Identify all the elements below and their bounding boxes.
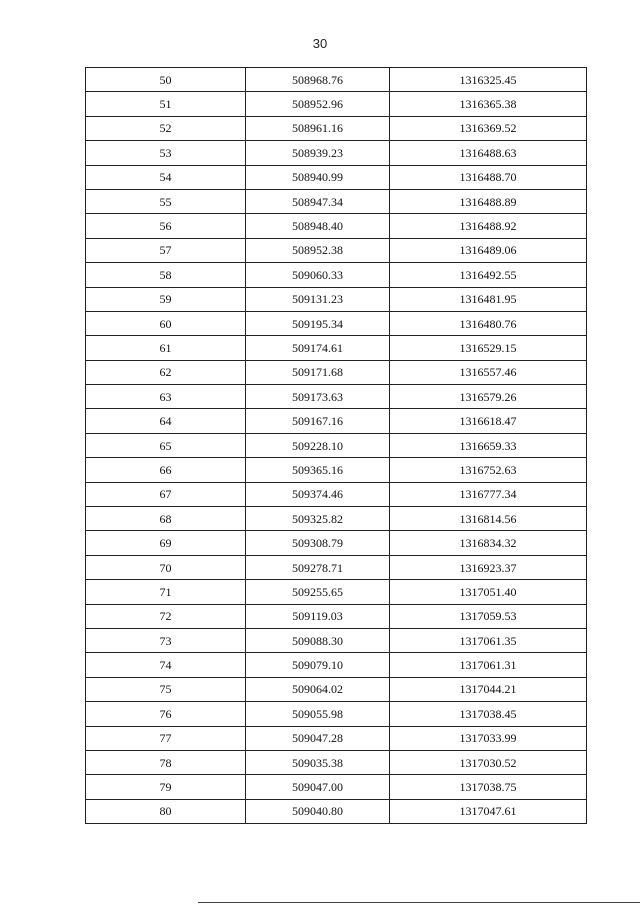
x-coordinate-cell: 509055.98 [246,702,390,726]
x-coordinate-cell: 509040.80 [246,799,390,823]
x-coordinate-cell: 509060.33 [246,263,390,287]
x-coordinate-cell: 509119.03 [246,604,390,628]
point-number-cell: 50 [86,68,246,92]
y-coordinate-cell: 1317061.31 [390,653,587,677]
point-number-cell: 74 [86,653,246,677]
coordinate-table [85,67,587,824]
x-coordinate-cell: 508952.38 [246,238,390,262]
x-coordinate-cell: 509047.28 [246,726,390,750]
table-row [86,799,587,823]
x-coordinate-cell: 509195.34 [246,311,390,335]
x-coordinate-cell: 509064.02 [246,677,390,701]
point-number-cell: 52 [86,116,246,140]
table-row [86,628,587,652]
x-coordinate-cell: 508939.23 [246,141,390,165]
y-coordinate-cell: 1317030.52 [390,750,587,774]
point-number-cell: 72 [86,604,246,628]
table-row [86,653,587,677]
point-number-cell: 62 [86,360,246,384]
point-number-cell: 68 [86,507,246,531]
y-coordinate-cell: 1316814.56 [390,507,587,531]
x-coordinate-cell: 509255.65 [246,580,390,604]
table-row [86,555,587,579]
x-coordinate-cell: 509047.00 [246,775,390,799]
table-row [86,482,587,506]
x-coordinate-cell: 509325.82 [246,507,390,531]
point-number-cell: 80 [86,799,246,823]
point-number-cell: 67 [86,482,246,506]
x-coordinate-cell: 509131.23 [246,287,390,311]
y-coordinate-cell: 1316529.15 [390,336,587,360]
table-row [86,311,587,335]
table-row [86,141,587,165]
y-coordinate-cell: 1317059.53 [390,604,587,628]
table-row [86,214,587,238]
x-coordinate-cell: 508961.16 [246,116,390,140]
point-number-cell: 69 [86,531,246,555]
table-row [86,531,587,555]
y-coordinate-cell: 1316488.63 [390,141,587,165]
x-coordinate-cell: 509365.16 [246,458,390,482]
point-number-cell: 54 [86,165,246,189]
point-number-cell: 53 [86,141,246,165]
point-number-cell: 75 [86,677,246,701]
table-row [86,750,587,774]
y-coordinate-cell: 1316480.76 [390,311,587,335]
y-coordinate-cell: 1316579.26 [390,385,587,409]
point-number-cell: 55 [86,189,246,213]
table-row [86,92,587,116]
table-row [86,360,587,384]
table-row [86,409,587,433]
x-coordinate-cell: 509035.38 [246,750,390,774]
x-coordinate-cell: 508952.96 [246,92,390,116]
table-row [86,580,587,604]
y-coordinate-cell: 1316659.33 [390,433,587,457]
point-number-cell: 58 [86,263,246,287]
point-number-cell: 56 [86,214,246,238]
y-coordinate-cell: 1316777.34 [390,482,587,506]
table-row [86,433,587,457]
point-number-cell: 73 [86,628,246,652]
table-row [86,165,587,189]
y-coordinate-cell: 1316325.45 [390,68,587,92]
point-number-cell: 70 [86,555,246,579]
x-coordinate-cell: 509374.46 [246,482,390,506]
y-coordinate-cell: 1316834.32 [390,531,587,555]
table-row [86,189,587,213]
table-row [86,116,587,140]
y-coordinate-cell: 1317047.61 [390,799,587,823]
point-number-cell: 76 [86,702,246,726]
y-coordinate-cell: 1316488.70 [390,165,587,189]
y-coordinate-cell: 1316365.38 [390,92,587,116]
y-coordinate-cell: 1316492.55 [390,263,587,287]
point-number-cell: 79 [86,775,246,799]
table-row [86,458,587,482]
y-coordinate-cell: 1317038.45 [390,702,587,726]
y-coordinate-cell: 1316618.47 [390,409,587,433]
table-row [86,775,587,799]
table-row [86,604,587,628]
y-coordinate-cell: 1316557.46 [390,360,587,384]
point-number-cell: 60 [86,311,246,335]
y-coordinate-cell: 1316489.06 [390,238,587,262]
x-coordinate-cell: 508948.40 [246,214,390,238]
table-row [86,263,587,287]
table-row [86,336,587,360]
x-coordinate-cell: 509167.16 [246,409,390,433]
coordinate-table-body [86,68,587,824]
x-coordinate-cell: 509171.68 [246,360,390,384]
table-row [86,68,587,92]
point-number-cell: 57 [86,238,246,262]
x-coordinate-cell: 509278.71 [246,555,390,579]
point-number-cell: 77 [86,726,246,750]
table-row [86,677,587,701]
point-number-cell: 66 [86,458,246,482]
point-number-cell: 71 [86,580,246,604]
point-number-cell: 64 [86,409,246,433]
x-coordinate-cell: 509079.10 [246,653,390,677]
point-number-cell: 51 [86,92,246,116]
y-coordinate-cell: 1317033.99 [390,726,587,750]
y-coordinate-cell: 1316752.63 [390,458,587,482]
x-coordinate-cell: 509228.10 [246,433,390,457]
point-number-cell: 65 [86,433,246,457]
x-coordinate-cell: 508968.76 [246,68,390,92]
point-number-cell: 59 [86,287,246,311]
x-coordinate-cell: 509088.30 [246,628,390,652]
x-coordinate-cell: 508947.34 [246,189,390,213]
y-coordinate-cell: 1316488.89 [390,189,587,213]
table-row [86,726,587,750]
point-number-cell: 63 [86,385,246,409]
y-coordinate-cell: 1317051.40 [390,580,587,604]
x-coordinate-cell: 509174.61 [246,336,390,360]
point-number-cell: 61 [86,336,246,360]
y-coordinate-cell: 1317061.35 [390,628,587,652]
y-coordinate-cell: 1317038.75 [390,775,587,799]
y-coordinate-cell: 1316923.37 [390,555,587,579]
y-coordinate-cell: 1316481.95 [390,287,587,311]
x-coordinate-cell: 509308.79 [246,531,390,555]
page-bottom-edge [198,902,640,903]
table-row [86,702,587,726]
table-row [86,385,587,409]
table-row [86,287,587,311]
y-coordinate-cell: 1316488.92 [390,214,587,238]
table-row [86,238,587,262]
point-number-cell: 78 [86,750,246,774]
coordinate-table-container [85,67,585,824]
table-row [86,507,587,531]
x-coordinate-cell: 509173.63 [246,385,390,409]
y-coordinate-cell: 1316369.52 [390,116,587,140]
x-coordinate-cell: 508940.99 [246,165,390,189]
y-coordinate-cell: 1317044.21 [390,677,587,701]
page-number: 30 [312,36,328,51]
